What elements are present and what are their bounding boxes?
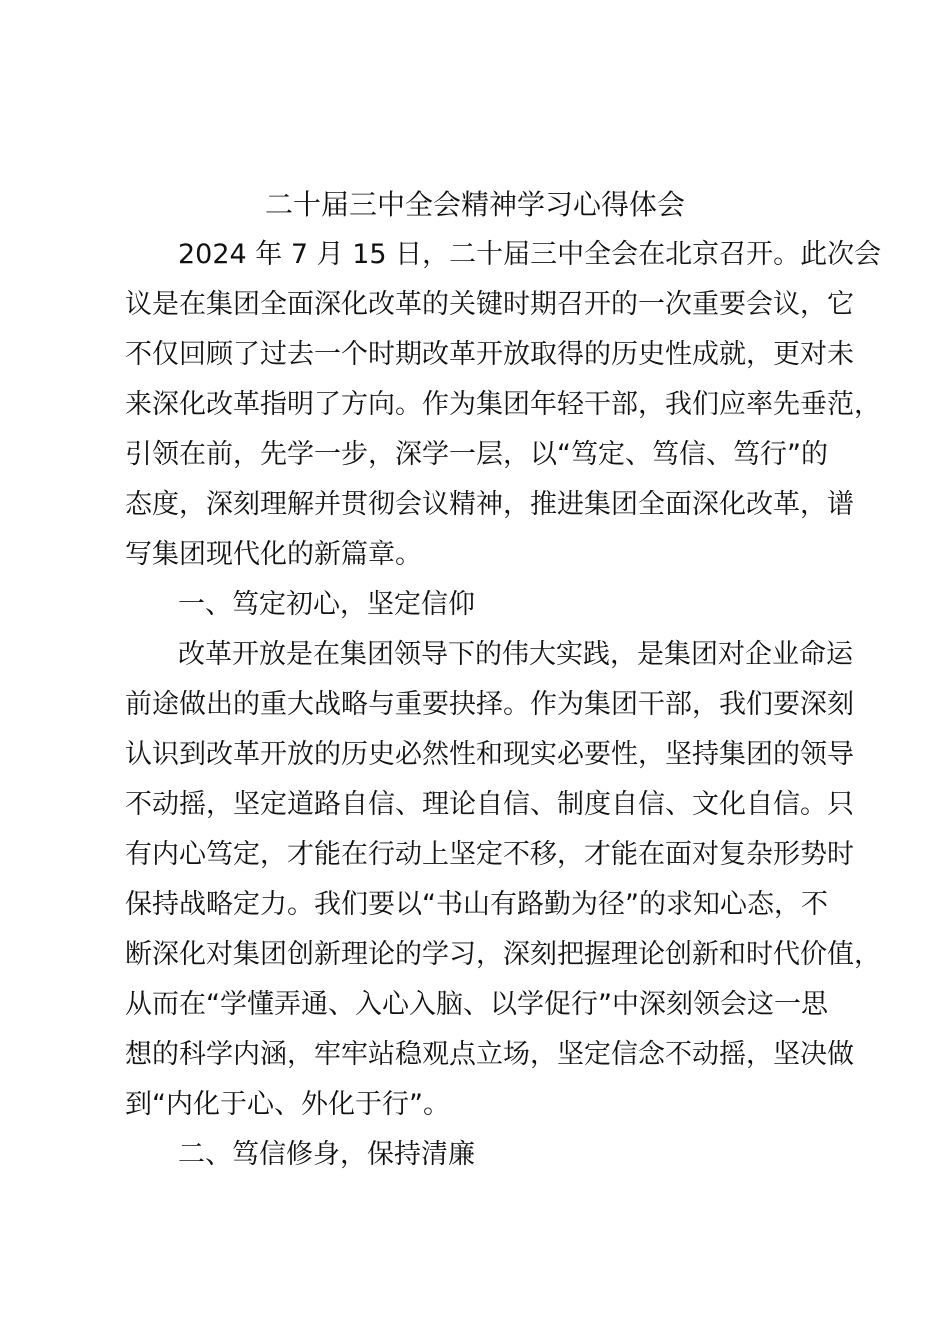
paragraph-line: 不仅回顾了过去一个时期改革开放取得的历史性成就，更对未 bbox=[125, 339, 854, 370]
paragraph-line: 议是在集团全面深化改革的关键时期召开的一次重要会议，它 bbox=[125, 289, 854, 320]
paragraph-line: 写集团现代化的新篇章。 bbox=[125, 539, 422, 570]
paragraph-line: 前途做出的重大战略与重要抉择。作为集团干部，我们要深刻 bbox=[125, 689, 854, 720]
paragraph-line: 到“内化于心、外化于行”。 bbox=[125, 1089, 450, 1120]
section-heading: 二、笃信修身，保持清廉 bbox=[178, 1139, 475, 1170]
paragraph-line: 2024 年 7 月 15 日，二十届三中全会在北京召开。此次会 bbox=[178, 239, 882, 270]
paragraph-line: 从而在“学懂弄通、入心入脑、以学促行”中深刻领会这一思 bbox=[125, 989, 828, 1020]
paragraph-line: 有内心笃定，才能在行动上坚定不移，才能在面对复杂形势时 bbox=[125, 839, 854, 870]
paragraph-line: 断深化对集团创新理论的学习，深刻把握理论创新和时代价值， bbox=[125, 939, 881, 970]
section-heading: 一、笃定初心，坚定信仰 bbox=[178, 589, 475, 620]
document-title: 二十届三中全会精神学习心得体会 bbox=[264, 188, 685, 221]
paragraph-line: 改革开放是在集团领导下的伟大实践，是集团对企业命运 bbox=[178, 639, 853, 670]
paragraph-line: 来深化改革指明了方向。作为集团年轻干部，我们应率先垂范， bbox=[125, 389, 881, 420]
paragraph-line: 想的科学内涵，牢牢站稳观点立场，坚定信念不动摇，坚决做 bbox=[125, 1039, 854, 1070]
paragraph-line: 态度，深刻理解并贯彻会议精神，推进集团全面深化改革，谱 bbox=[125, 489, 854, 520]
paragraph-line: 保持战略定力。我们要以“书山有路勤为径”的求知心态，不 bbox=[125, 889, 828, 920]
paragraph-line: 引领在前，先学一步，深学一层，以“笃定、笃信、笃行”的 bbox=[125, 439, 828, 470]
paragraph-line: 认识到改革开放的历史必然性和现实必要性，坚持集团的领导 bbox=[125, 739, 854, 770]
paragraph-line: 不动摇，坚定道路自信、理论自信、制度自信、文化自信。只 bbox=[125, 789, 854, 820]
